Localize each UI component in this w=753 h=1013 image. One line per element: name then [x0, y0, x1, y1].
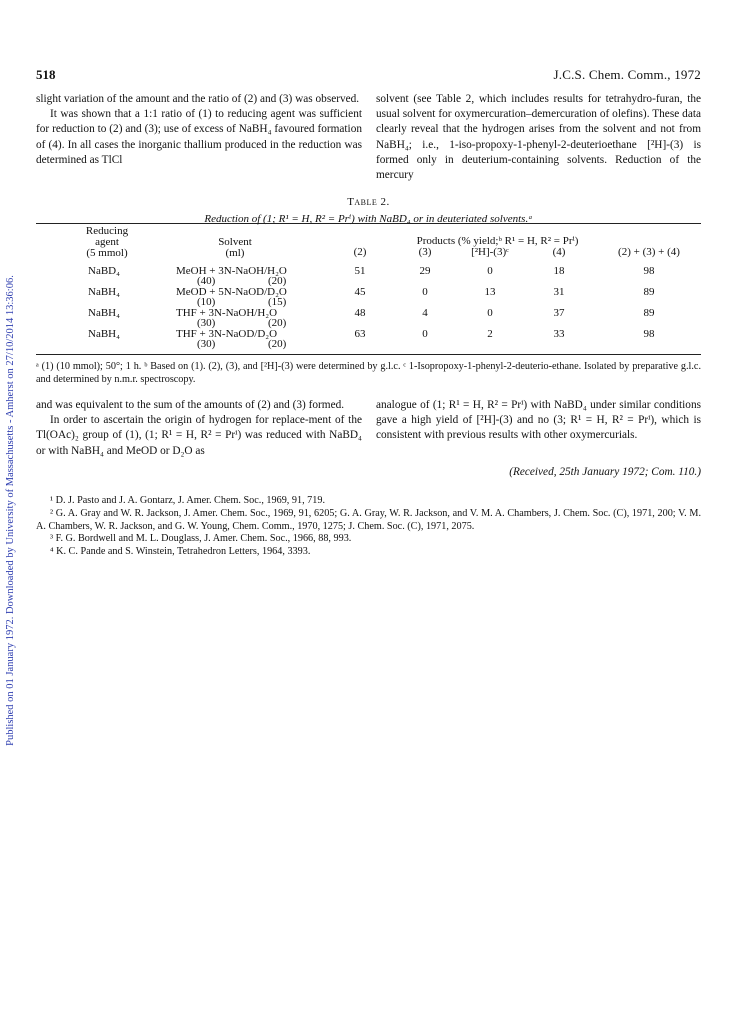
reference-item: ¹ D. J. Pasto and J. A. Gontarz, J. Amer. Chem. Soc., 1969, 91, 719.: [50, 495, 325, 506]
row-value-4: 31: [553, 286, 565, 298]
journal-title: J.C.S. Chem. Comm., 1972: [553, 67, 701, 82]
paragraph: It was shown that a 1:1 ratio of (1) to reducing agent was sufficient for reduction to (2) and (3); use of excess of NaBH₄ favoured formation of (4). In all cases the inorganic thallium produced in the reduction was determined as TlCl: [36, 108, 362, 166]
header-col-sum: (2) + (3) + (4): [618, 246, 680, 258]
download-watermark-text: Published on 01 January 1972. Downloaded by University of Massachusetts - Amherst on 27/10/2014 13:36:06.: [4, 274, 16, 746]
table-subtitle: Reduction of (1; R¹ = H, R² = Prⁱ) with NaBD₄ or in deuteriated solvents.ᵃ: [204, 213, 533, 225]
reference-item: ² G. A. Gray and W. R. Jackson, J. Amer. Chem. Soc., 1969, 91, 6205; G. A. Gray, W. R. Jackson, and V. M. A. Chambers, J. Chem. Soc. (C), 1971, 200; V. M. A. Chambers, W. R. Jackson, and G. W. Young, Chem. Comm., 1970, 1275; J. Chem. Soc. (C), 1971, 2075.: [36, 507, 701, 532]
paragraph: analogue of (1; R¹ = H, R² = Prⁱ) with NaBD₄ under similar conditions gave a high yield of [²H]-(3) and no (3; R¹ = H, R² = Prⁱ), which is consistent with previous results with other oxymercurials.: [376, 399, 701, 442]
table-caption: [36, 196, 701, 225]
column-left-top: [36, 92, 362, 168]
table-bottom-rule: [36, 354, 701, 355]
header-col-3: (3): [418, 246, 432, 258]
row-volume: (15): [268, 296, 287, 308]
header-solvent: Solvent (ml): [218, 236, 252, 259]
row-volume: (30): [197, 317, 216, 329]
row-value-3: 0: [422, 328, 428, 340]
row-volume: (20): [268, 338, 287, 350]
row-agent: NaBH₄: [88, 307, 120, 319]
row-value-sum: 98: [643, 328, 655, 340]
received-note: (Received, 25th January 1972; Com. 110.): [509, 466, 701, 478]
row-agent: NaBD₄: [88, 265, 120, 277]
table-number: Table 2.: [347, 196, 390, 208]
row-value-2h3: 0: [487, 307, 493, 319]
row-value-4: 18: [553, 265, 565, 277]
page-header: [36, 67, 701, 83]
row-agent: NaBH₄: [88, 286, 120, 298]
row-solvent: THF + 3N-NaOD/D₂O: [176, 328, 278, 340]
references: [36, 495, 701, 559]
paragraph: slight variation of the amount and the ratio of (2) and (3) was observed.: [36, 93, 360, 105]
row-value-2: 48: [354, 307, 366, 319]
header-col-4: (4): [552, 246, 566, 258]
reference-item: ⁴ K. C. Pande and S. Winstein, Tetrahedron Letters, 1964, 3393.: [50, 546, 311, 558]
row-volume: (40): [197, 275, 216, 287]
row-volume: (20): [268, 317, 287, 329]
row-value-sum: 89: [643, 307, 655, 319]
row-volume: (10): [197, 296, 216, 308]
row-agent: NaBH₄: [88, 328, 120, 340]
row-value-sum: 98: [643, 265, 655, 277]
row-solvent: THF + 3N-NaOH/H₂O: [176, 307, 278, 319]
header-reducing: Reducing agent (5 mmol): [85, 225, 129, 259]
table-footnote: ᵃ (1) (10 mmol); 50°; 1 h. ᵇ Based on (1). (2), (3), and [²H]-(3) were determined by g.l.c. ᶜ 1-Isopropoxy-1-phenyl-2-deuterio-ethane. Isolated by preparative g.l.c. and determined by n.m.r. spectroscopy.: [36, 361, 701, 385]
row-value-2: 63: [354, 328, 366, 340]
row-value-2h3: 0: [487, 265, 493, 277]
row-solvent: MeOD + 5N-NaOD/D₂O: [176, 286, 287, 298]
paragraph: solvent (see Table 2, which includes results for tetrahydro-furan, the usual solvent for oxymercuration–demercuration of olefins). These data clearly reveal that the hydrogen arises from the solvent and not from NaBH₄; i.e., 1-iso-propoxy-1-phenyl-2-deuterioethane [²H]-(3) is formed only in deuterium-containing solvents. Reduction of the mercury: [376, 93, 701, 182]
row-value-2: 45: [354, 286, 366, 298]
row-value-3: 0: [422, 286, 428, 298]
column-left-bottom: [36, 398, 362, 459]
row-value-2h3: 13: [484, 286, 496, 298]
row-value-sum: 89: [643, 286, 655, 298]
row-value-4: 33: [553, 328, 565, 340]
page-number: 518: [36, 67, 56, 82]
row-volume: (20): [268, 275, 287, 287]
row-value-3: 4: [422, 307, 428, 319]
row-value-2: 51: [354, 265, 366, 277]
column-right-top: [376, 92, 701, 183]
table-top-rule: [36, 223, 701, 224]
row-volume: (30): [197, 338, 216, 350]
reference-item: ³ F. G. Bordwell and M. L. Douglass, J. Amer. Chem. Soc., 1966, 88, 993.: [50, 533, 352, 545]
row-value-4: 37: [553, 307, 565, 319]
header-col-2: (2): [353, 246, 367, 258]
row-solvent: MeOH + 3N-NaOH/H₂O: [176, 265, 287, 277]
paragraph: and was equivalent to the sum of the amounts of (2) and (3) formed.: [36, 399, 345, 411]
header-products: Products (% yield;ᵇ R¹ = H, R² = Prⁱ): [416, 235, 579, 247]
row-value-3: 29: [419, 265, 431, 277]
column-right-bottom: [376, 398, 701, 444]
row-value-2h3: 2: [487, 328, 493, 340]
paragraph: In order to ascertain the origin of hydrogen for replace-ment of the Tl(OAc)₂ group of (1), (1; R¹ = H, R² = Prⁱ) was reduced with NaBD₄ or with NaBH₄ and MeOD or D₂O as: [36, 414, 362, 457]
header-col-2h3: [²H]-(3)ᶜ: [471, 246, 509, 258]
download-watermark: [2, 150, 18, 870]
